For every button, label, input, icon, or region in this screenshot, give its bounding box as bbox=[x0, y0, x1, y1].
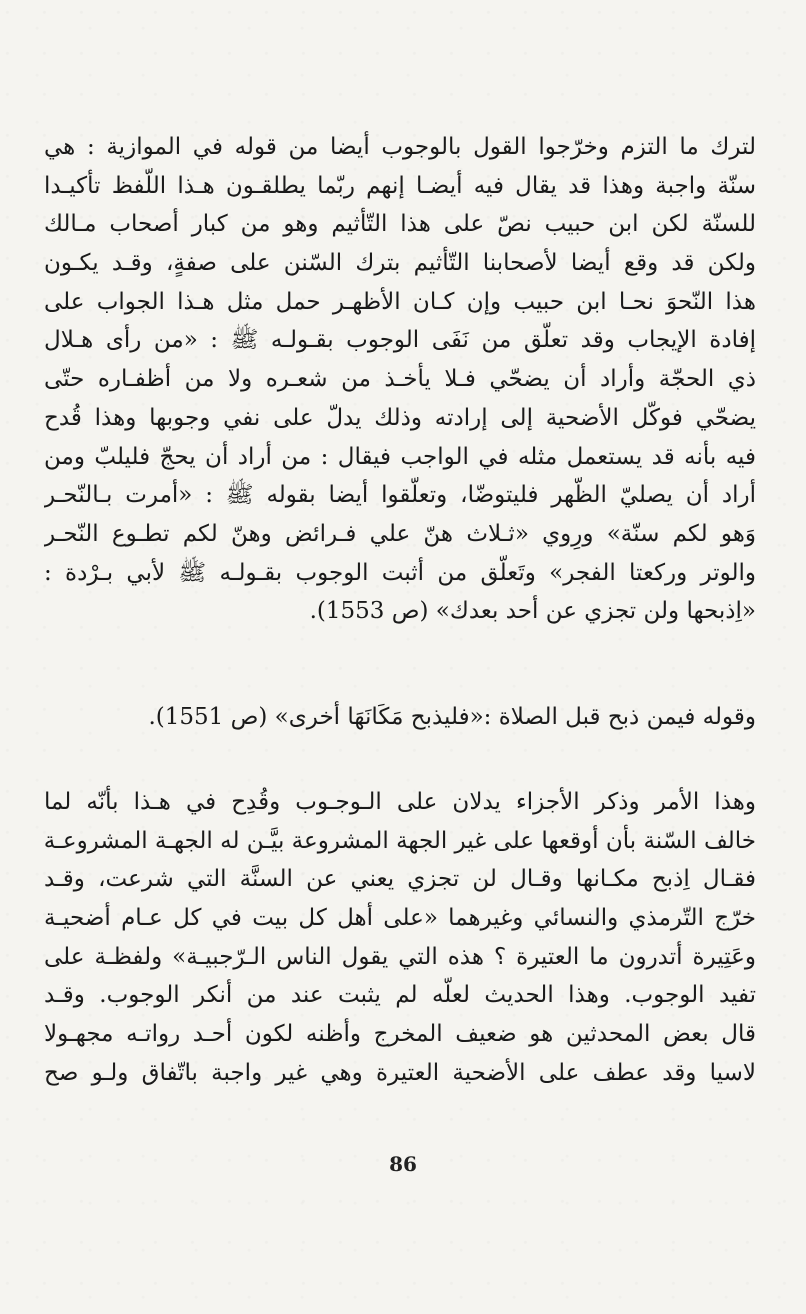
text-line: لترك ما التزم وخرّجوا القول بالوجوب أيضا من قوله في الموازية : هي bbox=[44, 134, 756, 160]
text-line: سنّة واجبة وهذا قد يقال فيه أيضـا إنهم ربّما يطلقـون هـذا اللّفظ تأكيـدا bbox=[44, 172, 756, 199]
text-line: للسنّة لكن ابن حبيب نصّ على هذا التّأثيم وهو من كبار أصحاب مـالك bbox=[44, 211, 756, 238]
paragraph-1 bbox=[44, 128, 756, 631]
text-line: والوتر وركعتا الفجر» وتَعلّق من أثبت الوجوب بقـولـه ﷺ لأبي بـرْدة : bbox=[44, 559, 756, 586]
text-line: قال بعض المحدثين هو ضعيف المخرج وأظنه لكون أحـد رواتـه مجهـولا bbox=[44, 1021, 756, 1048]
paragraph-3 bbox=[44, 783, 756, 1093]
text-line: تفيد الوجوب. وهذا الحديث لعلّه لم يثبت عند من أنكر الوجوب. وقـد bbox=[44, 982, 756, 1009]
text-line: وَهو لكم سنّة» ورِوي «ثـلاث هنّ علي فـرائض وهنّ لكم تطـوع النّحـر bbox=[44, 520, 756, 547]
text-line: وعَتِيرة أتدرون ما العتيرة ؟ هذه التي يقول الناس الـرّجبيـة» ولفظـة على bbox=[44, 943, 756, 970]
text-line: وقوله فيمن ذبح قبل الصلاة :«فليذبح مَكَانَهَا أخرى» (ص 1551). bbox=[148, 704, 756, 730]
page-number: 86 bbox=[389, 1152, 417, 1176]
text-line: فقـال اِذبح مكـانها وقـال لن تجزي يعني عن السنَّة التي شرعت، وقـد bbox=[44, 866, 756, 893]
text-line: يضحّي فوكّل الأضحية إلى إرادته وذلك يدلّ على نفي وجوبها وهذا قُدح bbox=[44, 404, 756, 431]
paragraph-2 bbox=[44, 698, 756, 737]
text-line: أراد أن يصليّ الظّهر فليتوضّا، وتعلّقوا أيضا بقوله ﷺ : «أمرت بـالنّحـر bbox=[44, 482, 756, 509]
text-line: وهذا الأمر وذكر الأجزاء يدلان على الـوجـوب وقُدِح في هـذا بأنّه لما bbox=[44, 789, 756, 815]
text-line: إفادة الإيجاب وقد تعلّق من نَفَى الوجوب بقـولـه ﷺ : «من رأى هـلال bbox=[44, 327, 756, 354]
text-line: ولكن قد وقع أيضا لأصحابنا التّأثيم بترك السّنن على صفةٍ، وقـد يكـون bbox=[44, 250, 756, 277]
text-line: هذا النّحوَ نحـا ابن حبيب وإن كـان الأظهـر حمل مثل هـذا الجواب على bbox=[44, 288, 756, 315]
text-line: فيه بأنه قد يستعمل مثله في الواجب فيقال : من أراد أن يحجّ فليلبّ ومن bbox=[44, 443, 756, 470]
text-line: خرّج التّرمذي والنسائي وغيرهما «على أهل كل بيت في كل عـام أضحيـة bbox=[44, 905, 756, 932]
text-line: خالف السّنة بأن أوقعها على غير الجهة المشروعة بيَّـن له الجهـة المشروعـة bbox=[44, 827, 756, 854]
text-line: ذي الحجّة وأراد أن يضحّي فـلا يأخـذ من شعـره ولا من أظفـاره حتّى bbox=[44, 366, 756, 393]
text-line: «اِذبحها ولن تجزي عن أحد بعدك» (ص 1553). bbox=[309, 598, 756, 625]
text-line: لاسيا وقد عطف على الأضحية العتيرة وهي غير واجبة باتّفاق ولـو صح bbox=[44, 1059, 756, 1086]
